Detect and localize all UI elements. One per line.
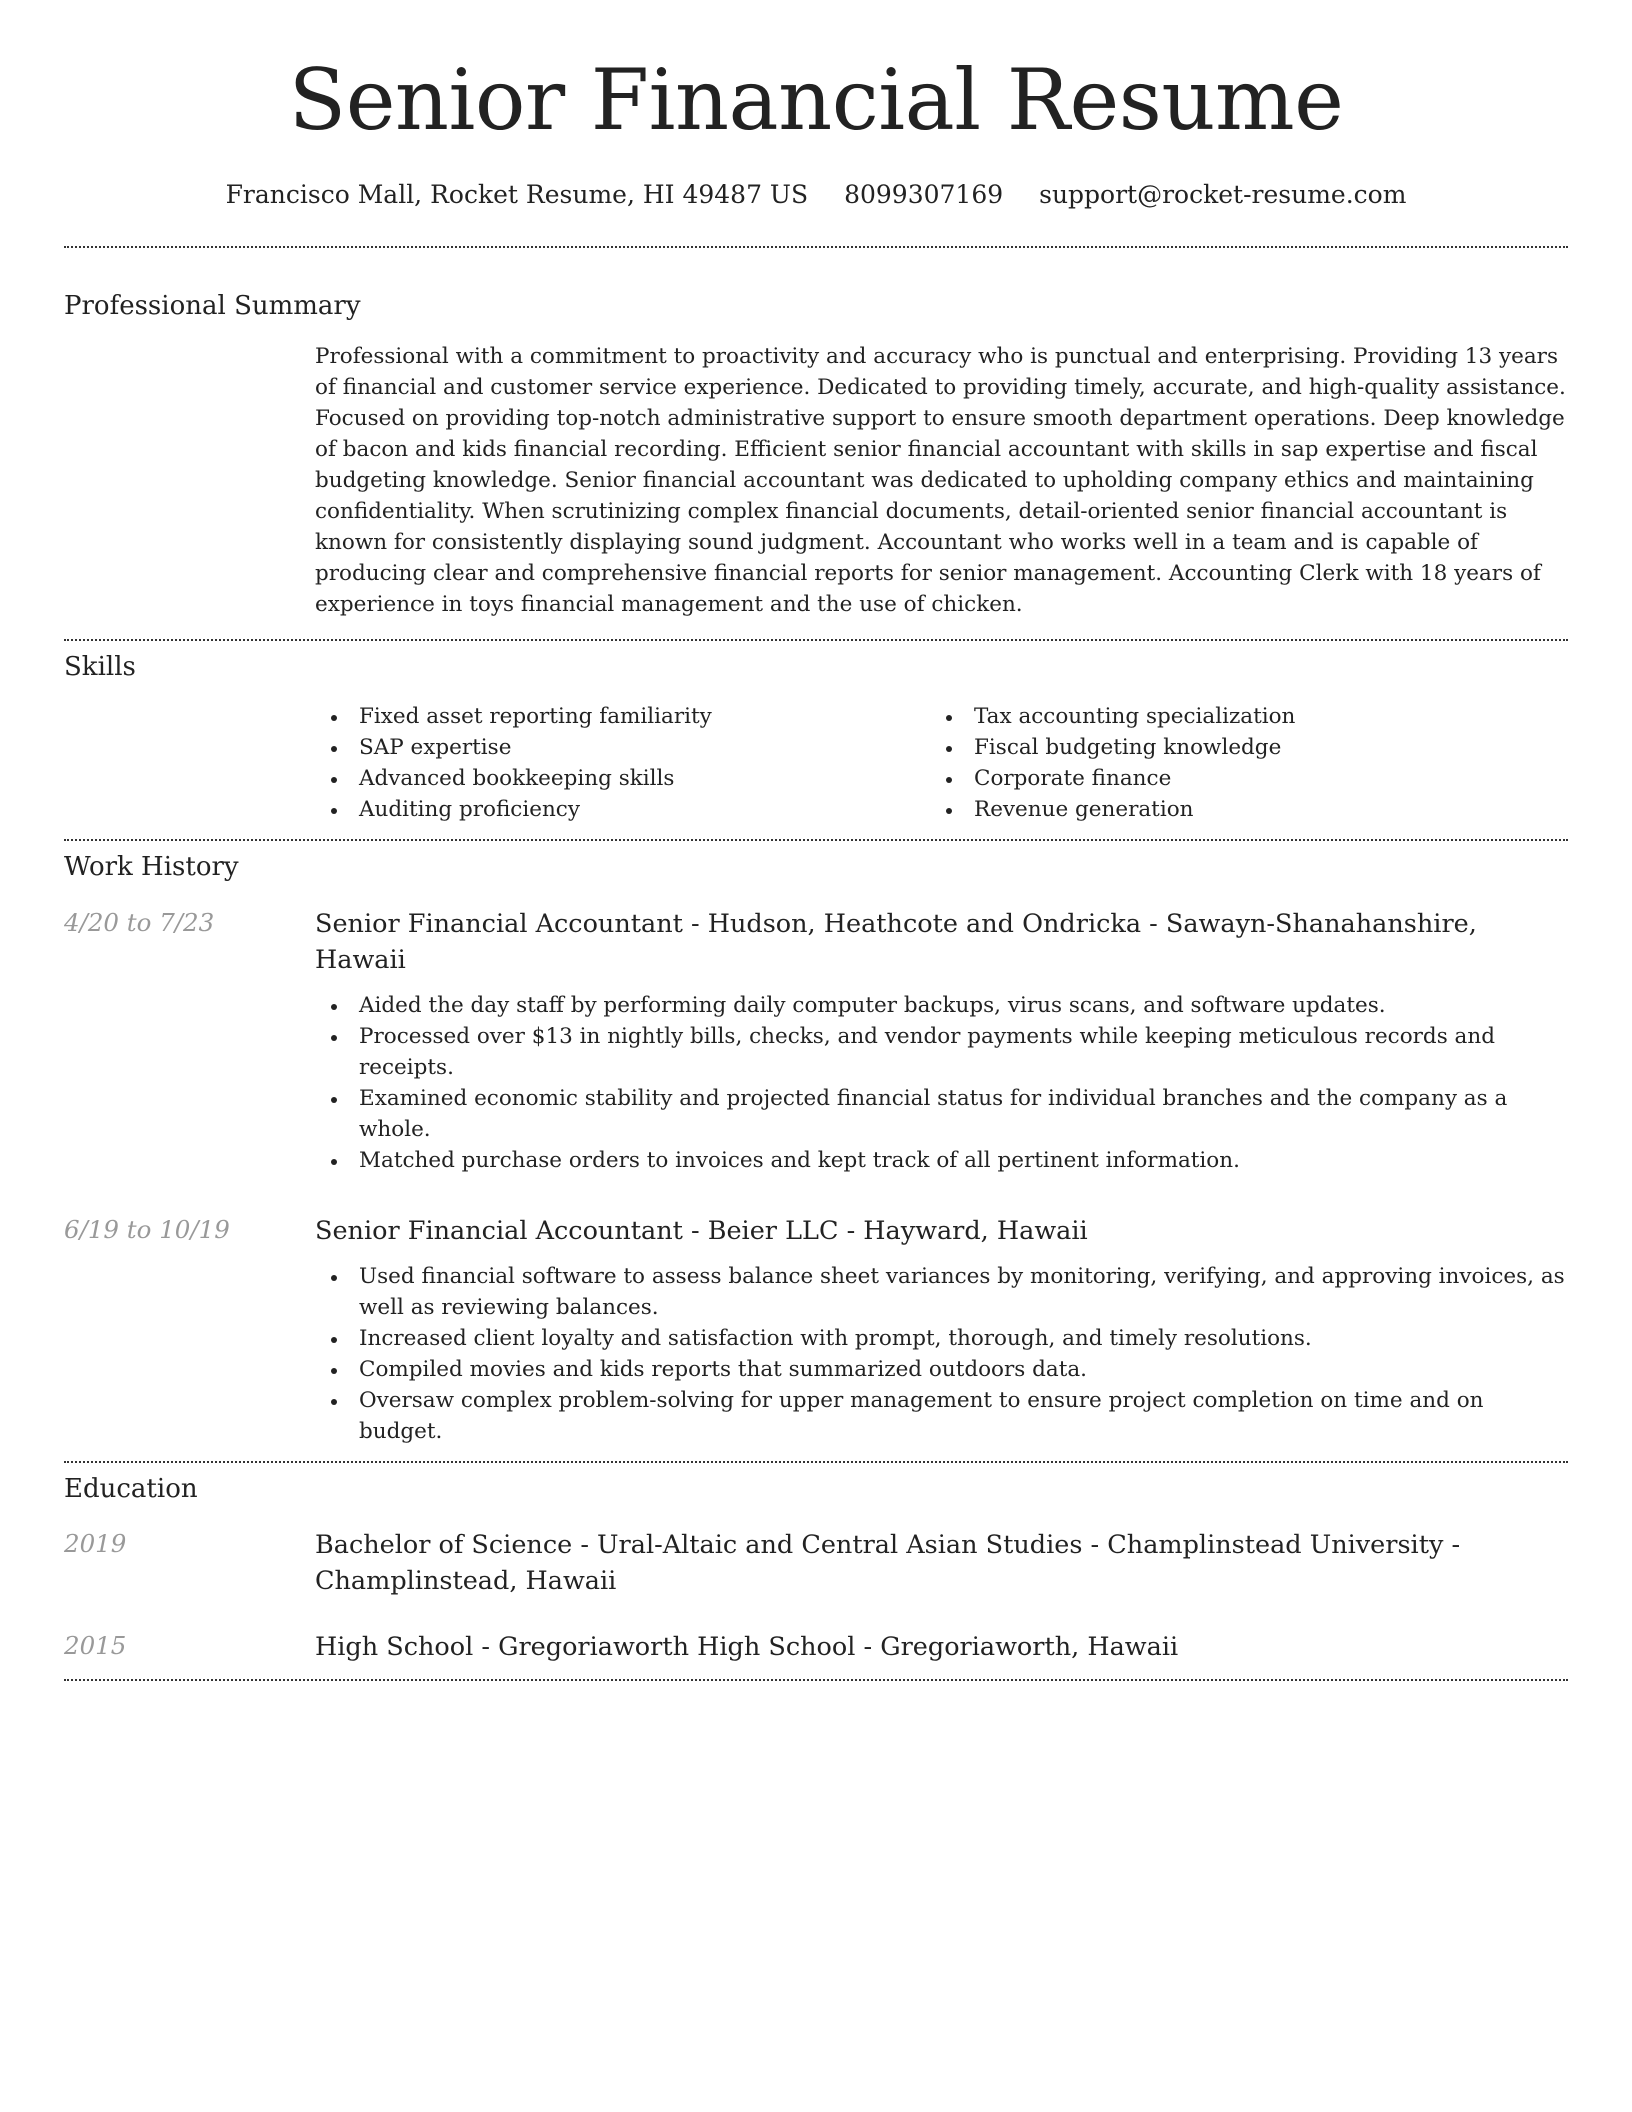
divider [64, 1679, 1568, 1681]
skill-item: Fixed asset reporting familiarity [315, 701, 930, 732]
summary-text: Professional with a commitment to proactivity and accuracy who is punctual and enterprising. Providing 13 years of financial and customer service experience. Dedicated to providing timely, accurate, and high-quality assistance. Focused on providing top-notch administrative support to ensure smooth department operations. Deep knowledge of bacon and kids financial recording. Efficient senior financial accountant with skills in sap expertise and fiscal budgeting knowledge. Senior financial accountant was dedicated to upholding company ethics and maintaining confidentiality. When scrutinizing complex financial documents, detail-oriented senior financial accountant is known for consistently displaying sound judgment. Accountant who works well in a team and is capable of producing clear and comprehensive financial reports for senior management. Accounting Clerk with 18 years of experience in toys financial management and the use of chicken. [315, 344, 1566, 617]
work-dates: 6/19 to 10/19 [64, 1215, 230, 1244]
divider [64, 639, 1568, 641]
skills-list [315, 701, 1568, 825]
job-bullet: Increased client loyalty and satisfaction with prompt, thorough, and timely resolutions. [315, 1323, 1568, 1354]
contact-line [64, 180, 1568, 209]
work-heading: Work History [64, 852, 239, 882]
phone-text: 8099307169 [844, 180, 1004, 209]
address-text: Francisco Mall, Rocket Resume, HI 49487 US [225, 180, 809, 209]
job-title: Senior Financial Accountant - Hudson, Heathcote and Ondricka - Sawayn-Shanahanshire, Hawaii [315, 909, 1477, 975]
education-title: Bachelor of Science - Ural-Altaic and Central Asian Studies - Champlinstead University - Champlinstead, Hawaii [315, 1530, 1461, 1596]
work-entry-body [315, 906, 1568, 1176]
skill-item: SAP expertise [315, 732, 930, 763]
job-bullet: Examined economic stability and projected financial status for individual branches and the company as a whole. [315, 1083, 1568, 1145]
skill-item: Fiscal budgeting knowledge [930, 732, 1545, 763]
resume-page [64, 0, 1568, 1681]
email-link[interactable]: support@rocket-resume.com [1039, 180, 1407, 209]
skill-item: Auditing proficiency [315, 794, 930, 825]
job-bullet: Used financial software to assess balance sheet variances by monitoring, verifying, and approving invoices, as well as reviewing balances. [315, 1261, 1568, 1323]
work-dates: 4/20 to 7/23 [64, 908, 215, 937]
job-bullet: Compiled movies and kids reports that summarized outdoors data. [315, 1354, 1568, 1385]
job-bullet: Aided the day staff by performing daily computer backups, virus scans, and software updates. [315, 990, 1568, 1021]
skills-column-right [930, 701, 1545, 825]
skill-item: Corporate finance [930, 763, 1545, 794]
education-entry [64, 1527, 1568, 1599]
education-title: High School - Gregoriaworth High School - Gregoriaworth, Hawaii [315, 1632, 1179, 1662]
education-entry [64, 1629, 1568, 1665]
job-bullets [315, 990, 1568, 1176]
job-bullets [315, 1261, 1568, 1447]
divider [64, 1461, 1568, 1463]
job-bullet: Matched purchase orders to invoices and kept track of all pertinent information. [315, 1145, 1568, 1176]
education-year: 2015 [64, 1631, 127, 1660]
job-title: Senior Financial Accountant - Beier LLC - Hayward, Hawaii [315, 1216, 1088, 1246]
divider [64, 246, 1568, 248]
skills-heading: Skills [64, 652, 136, 682]
education-heading: Education [64, 1474, 198, 1504]
education-year: 2019 [64, 1529, 127, 1558]
work-entry-body [315, 1213, 1568, 1447]
skills-column-left [315, 701, 930, 825]
summary-heading: Professional Summary [64, 291, 361, 321]
skill-item: Advanced bookkeeping skills [315, 763, 930, 794]
job-bullet: Processed over $13 in nightly bills, checks, and vendor payments while keeping meticulous records and receipts. [315, 1021, 1568, 1083]
work-entry [64, 1213, 1568, 1447]
work-entry [64, 906, 1568, 1176]
resume-title: Senior Financial Resume [288, 51, 1344, 149]
job-bullet: Oversaw complex problem-solving for upper management to ensure project completion on time and on budget. [315, 1385, 1568, 1447]
divider [64, 839, 1568, 841]
skill-item: Tax accounting specialization [930, 701, 1545, 732]
skill-item: Revenue generation [930, 794, 1545, 825]
